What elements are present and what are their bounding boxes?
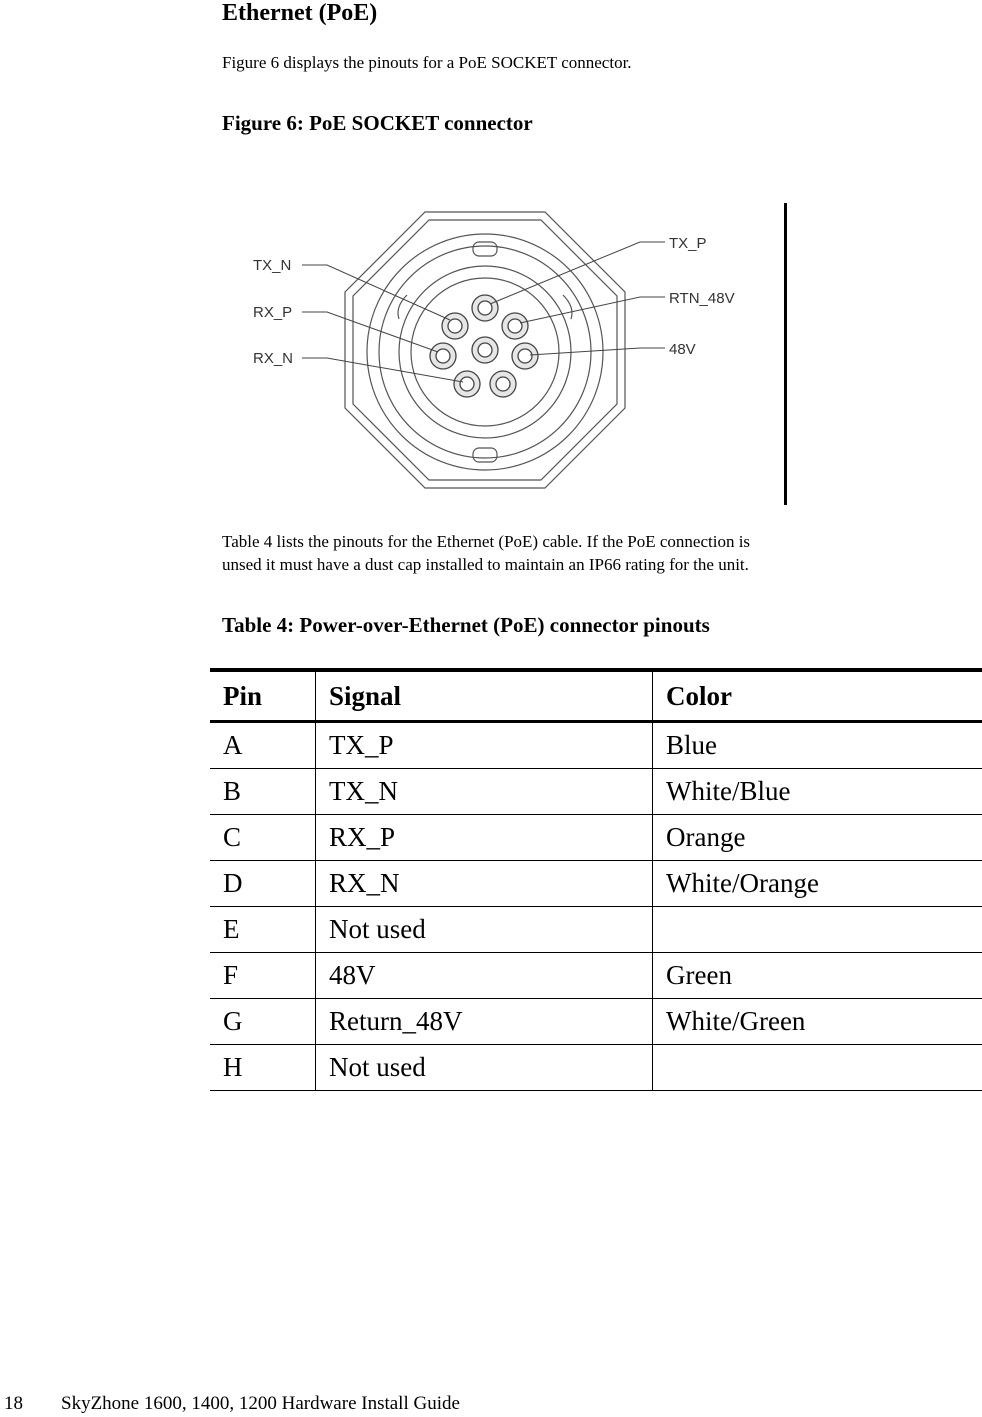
change-bar [784, 203, 787, 505]
figure-caption: Figure 6: PoE SOCKET connector [222, 111, 533, 135]
cell-signal: TX_P [316, 722, 653, 769]
section-title: Ethernet (PoE) [222, 0, 378, 26]
table-row [210, 953, 982, 999]
pin-c [430, 343, 456, 369]
cell-pin: A [210, 722, 316, 769]
cell-signal: Not used [316, 907, 653, 953]
page-number: 18 [4, 1393, 23, 1414]
intro-text: Figure 6 displays the pinouts for a PoE SOCKET connector. [222, 53, 632, 72]
connector-key-bottom [473, 448, 497, 462]
table-row [210, 1045, 982, 1091]
label-48v: 48V [669, 341, 696, 358]
cell-pin: D [210, 861, 316, 907]
cell-color: Green [653, 953, 982, 999]
cell-color [653, 1045, 982, 1091]
leader-rx-p [302, 312, 438, 352]
cell-color [653, 907, 982, 953]
header-signal: Signal [316, 670, 653, 722]
body-line-1: Table 4 lists the pinouts for the Ethernet (PoE) cable. If the PoE connection is [222, 532, 751, 551]
cell-color: Orange [653, 815, 982, 861]
header-pin: Pin [210, 670, 316, 722]
table-header-row [210, 670, 982, 722]
pin-a [472, 295, 498, 321]
cell-signal: Not used [316, 1045, 653, 1091]
cell-color: White/Blue [653, 769, 982, 815]
cell-pin: G [210, 999, 316, 1045]
cell-pin: C [210, 815, 316, 861]
table-row [210, 815, 982, 861]
table-row [210, 769, 982, 815]
leader-48v [530, 348, 665, 355]
connector-key-top [473, 242, 497, 256]
cell-signal: TX_N [316, 769, 653, 815]
header-color: Color [653, 670, 982, 722]
cell-signal: Return_48V [316, 999, 653, 1045]
cell-color: White/Green [653, 999, 982, 1045]
cell-signal: RX_P [316, 815, 653, 861]
label-tx-n: TX_N [253, 257, 292, 274]
cell-signal: 48V [316, 953, 653, 999]
pin-b [442, 313, 468, 339]
cell-pin: F [210, 953, 316, 999]
table-row [210, 999, 982, 1045]
label-rx-n: RX_N [253, 350, 294, 367]
cell-pin: H [210, 1045, 316, 1091]
table-row [210, 722, 982, 769]
pin-d [454, 371, 480, 397]
leader-rtn-48v [520, 297, 665, 323]
label-rx-p: RX_P [253, 304, 293, 321]
body-line-2: unsed it must have a dust cap installed to maintain an IP66 rating for the unit. [222, 555, 749, 574]
cell-signal: RX_N [316, 861, 653, 907]
poe-connector-diagram [245, 200, 765, 500]
table-row [210, 907, 982, 953]
table-row [210, 861, 982, 907]
page-footer [4, 1393, 460, 1415]
cell-pin: B [210, 769, 316, 815]
label-tx-p: TX_P [669, 235, 707, 252]
pin-f [512, 343, 538, 369]
footer-title: SkyZhone 1600, 1400, 1200 Hardware Install Guide [61, 1393, 460, 1414]
cell-pin: E [210, 907, 316, 953]
cell-color: White/Orange [653, 861, 982, 907]
label-rtn-48v: RTN_48V [669, 290, 735, 307]
pinout-table [210, 668, 982, 1091]
cell-color: Blue [653, 722, 982, 769]
connector-notch-right [563, 295, 572, 319]
pin-h [490, 371, 516, 397]
pin-e [472, 337, 498, 363]
table-caption: Table 4: Power-over-Ethernet (PoE) connector pinouts [222, 613, 710, 637]
pin-g [502, 313, 528, 339]
